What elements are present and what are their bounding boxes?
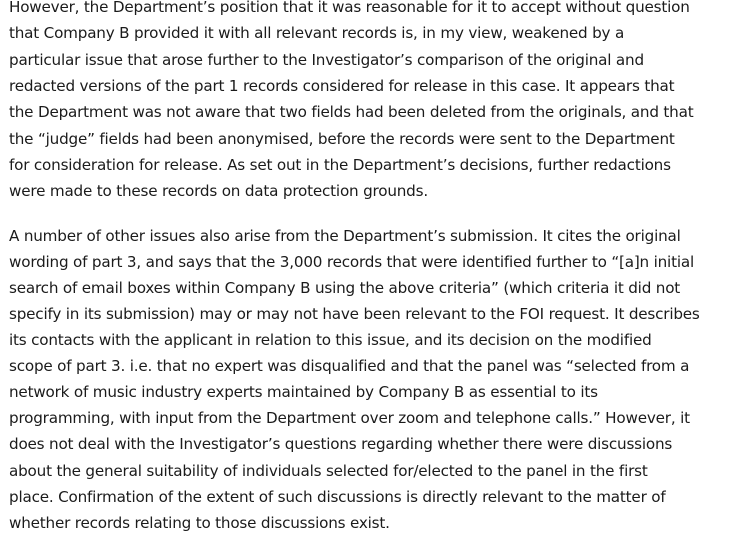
text-line: about the general suitability of individuals selected for/elected to the panel in the first xyxy=(9,462,648,480)
text-line: scope of part 3. i.e. that no expert was disqualified and that the panel was “selected from a xyxy=(9,357,690,375)
text-line: wording of part 3, and says that the 3,000 records that were identified further to “[a]n initial xyxy=(9,253,694,271)
text-line: that Company B provided it with all relevant records is, in my view, weakened by a xyxy=(9,24,625,42)
text-line: whether records relating to those discussions exist. xyxy=(9,514,390,532)
text-line: network of music industry experts maintained by Company B as essential to its xyxy=(9,383,598,401)
text-line: particular issue that arose further to the Investigator’s comparison of the original and xyxy=(9,51,644,69)
text-line: specify in its submission) may or may not have been relevant to the FOI request. It describes xyxy=(9,305,700,323)
text-line: redacted versions of the part 1 records considered for release in this case. It appears that xyxy=(9,77,675,95)
text-line: place. Confirmation of the extent of such discussions is directly relevant to the matter of xyxy=(9,488,666,506)
text-line: the “judge” fields had been anonymised, before the records were sent to the Department xyxy=(9,130,675,148)
text-line: A number of other issues also arise from the Department’s submission. It cites the original xyxy=(9,227,681,245)
text-line: its contacts with the applicant in relation to this issue, and its decision on the modified xyxy=(9,331,652,349)
text-line: does not deal with the Investigator’s questions regarding whether there were discussions xyxy=(9,435,673,453)
text-line: However, the Department’s position that it was reasonable for it to accept without question xyxy=(9,0,690,16)
text-line: for consideration for release. As set out in the Department’s decisions, further redactions xyxy=(9,156,671,174)
text-line: search of email boxes within Company B using the above criteria” (which criteria it did not xyxy=(9,279,681,297)
text-line: the Department was not aware that two fields had been deleted from the originals, and that xyxy=(9,103,694,121)
text-line: were made to these records on data protection grounds. xyxy=(9,182,428,200)
text-line: programming, with input from the Department over zoom and telephone calls.” However, it xyxy=(9,409,690,427)
